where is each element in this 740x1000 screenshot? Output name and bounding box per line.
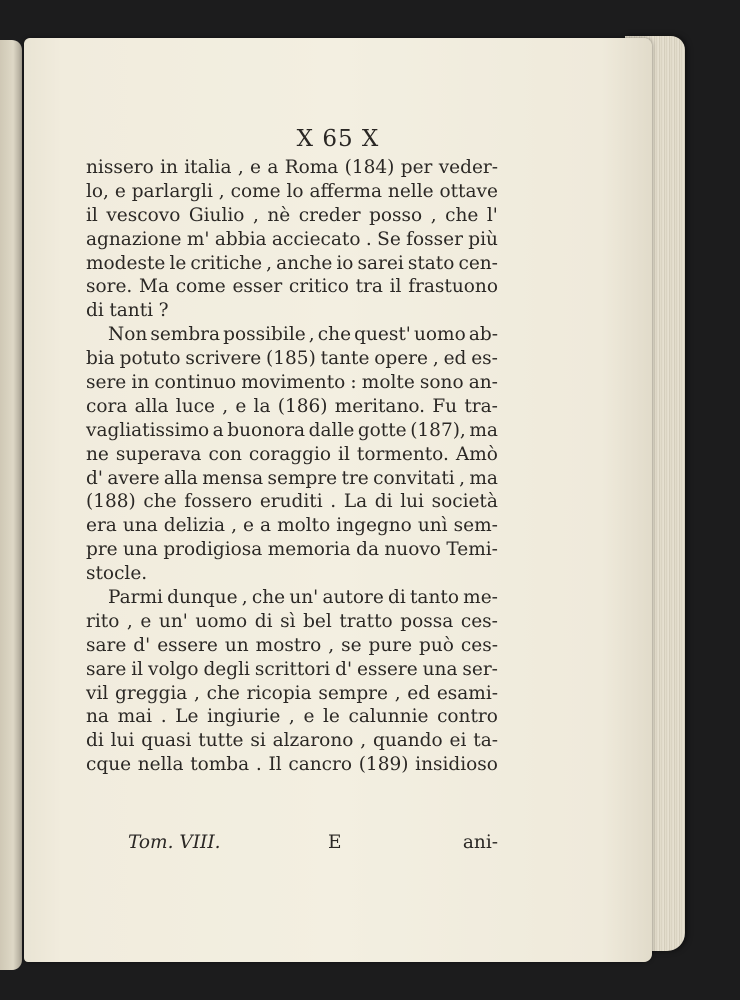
word: , [241, 587, 248, 609]
word: d' [335, 658, 353, 680]
word: ricopia [246, 682, 312, 704]
word: a [260, 515, 272, 537]
text-line [86, 252, 498, 276]
book-page [24, 38, 652, 962]
text-line [86, 682, 498, 706]
word: ces- [460, 634, 498, 656]
word: parlargli [131, 180, 213, 202]
text-line [86, 490, 498, 514]
word: critiche [190, 252, 263, 274]
word: scrittori [254, 658, 331, 680]
word: frastuono [408, 276, 498, 298]
word: era [86, 515, 117, 537]
word: La [343, 491, 368, 513]
word: un' [158, 610, 188, 632]
word: contro [437, 706, 498, 728]
word: Roma [284, 157, 339, 178]
word: può [419, 634, 454, 656]
gathering-letter: E [328, 832, 342, 853]
word: cen- [458, 252, 498, 274]
word: vil [86, 682, 109, 704]
word: (189) [358, 754, 409, 776]
text-line [86, 514, 498, 538]
word: Non [108, 324, 148, 346]
text-line [86, 228, 498, 252]
word: nelle [387, 180, 434, 202]
word: ne [86, 443, 109, 465]
word: , [308, 324, 315, 346]
word: e [114, 180, 126, 202]
word: pure [368, 634, 413, 656]
word: ma [469, 467, 498, 489]
text-line [86, 586, 498, 610]
word: molto [277, 515, 331, 537]
word: ser- [462, 658, 498, 680]
word: cque [86, 754, 132, 776]
word: ed [443, 348, 467, 370]
word: con [208, 443, 242, 465]
word: avere [107, 467, 160, 489]
word: movimento [241, 372, 346, 394]
word: (187), [410, 419, 466, 441]
word: ei [449, 730, 467, 752]
word: dalle [308, 419, 355, 441]
word: unì [417, 515, 448, 537]
word: , [218, 180, 225, 202]
page-header: X 65 X [296, 126, 380, 152]
word: un [224, 634, 249, 656]
word: le [323, 706, 340, 728]
word: ma [469, 419, 498, 441]
word: lui [110, 730, 135, 752]
word: la [253, 395, 271, 417]
word: , [194, 682, 200, 704]
word: e [140, 610, 152, 632]
word: esser [232, 276, 283, 298]
word: Se [377, 228, 401, 250]
word: vescovo [106, 204, 181, 226]
text-line [86, 299, 498, 323]
word: Parmi [108, 587, 163, 609]
word: per [400, 157, 433, 178]
word: come [230, 180, 281, 202]
word: tratto [339, 610, 393, 632]
word: posso [369, 204, 423, 226]
page-footer [86, 832, 498, 858]
word: memoria [267, 539, 351, 561]
word: sere [86, 372, 127, 394]
word: creder [298, 204, 361, 226]
word: sore. [86, 276, 133, 298]
word: potuto [119, 348, 181, 370]
word: uomo [195, 610, 248, 632]
word: opere [374, 348, 428, 370]
word: prodigiosa [163, 539, 263, 561]
word: alla [134, 395, 169, 417]
word: fosser [406, 228, 463, 250]
word: l' [486, 204, 498, 226]
word: Ma [139, 276, 170, 298]
word: dunque [167, 587, 238, 609]
left-page-edge [0, 40, 22, 970]
word: lo, [86, 180, 109, 202]
word: quasi [141, 730, 192, 752]
word: coraggio [248, 443, 332, 465]
word: io [336, 252, 354, 274]
word: pre [86, 539, 118, 561]
word: , [288, 706, 295, 728]
word: e [303, 706, 315, 728]
word: abbia [214, 228, 267, 250]
word: , [394, 682, 401, 704]
word: se [341, 634, 362, 656]
word: che [317, 324, 352, 346]
word: greggia [115, 682, 188, 704]
word: critico [288, 276, 349, 298]
word: , [432, 348, 439, 370]
word: possibile [223, 324, 306, 346]
word: mai [117, 706, 153, 728]
word: , [252, 204, 259, 226]
word: scrivere [185, 348, 262, 370]
word: sarei [357, 252, 404, 274]
word: bel [303, 610, 332, 632]
word: afferma [309, 180, 383, 202]
word: . [365, 228, 372, 250]
word: il [131, 658, 144, 680]
word: lui [400, 491, 424, 513]
word: che [445, 204, 479, 226]
text-line [86, 610, 498, 634]
word: esami- [436, 682, 498, 704]
word: na [86, 706, 109, 728]
word: ces- [460, 610, 498, 632]
word: continuo [154, 372, 237, 394]
text-line [86, 443, 498, 467]
word: essere [157, 634, 218, 656]
text-line [86, 562, 498, 586]
signature-mark: Tom. VIII. [128, 832, 221, 853]
word: stocle. [86, 563, 148, 585]
word: . [160, 706, 167, 728]
word: , [222, 395, 229, 417]
word: uomo [413, 324, 466, 346]
word: di [86, 300, 104, 322]
word: superava [115, 443, 202, 465]
text-line [86, 180, 498, 204]
word: essere [357, 658, 418, 680]
word: cora [86, 395, 128, 417]
word: vagliatissimo [86, 419, 210, 441]
word: fossero [184, 491, 253, 513]
word: tomba [190, 754, 250, 776]
word: ab- [468, 324, 498, 346]
text-line [86, 323, 498, 347]
word: quando [372, 730, 443, 752]
word: sempre [318, 682, 388, 704]
word: modeste [86, 252, 166, 274]
word: tutte [198, 730, 244, 752]
text-line [86, 204, 498, 228]
word: quest' [354, 324, 411, 346]
word: di [86, 730, 104, 752]
text-line [86, 729, 498, 753]
word: una [123, 539, 158, 561]
word: mostro [255, 634, 322, 656]
word: come [175, 276, 226, 298]
word: il [86, 204, 98, 226]
word: ingegno [336, 515, 412, 537]
word: , [266, 252, 273, 274]
text-line [86, 275, 498, 299]
word: Amò [455, 443, 498, 465]
word: sare [86, 658, 127, 680]
word: . [255, 754, 262, 776]
word: nella [137, 754, 184, 776]
word: Il [268, 754, 282, 776]
word: italia [184, 157, 232, 178]
word: in [160, 157, 178, 178]
word: (186) [277, 395, 328, 417]
text-line [86, 753, 498, 777]
word: (185) [266, 348, 316, 370]
word: , [328, 634, 335, 656]
word: il [389, 276, 402, 298]
word: convitati [373, 467, 455, 489]
word: tanto [410, 587, 459, 609]
word: , [459, 467, 465, 489]
word: Fu [432, 395, 458, 417]
word: acciecato [271, 228, 361, 250]
word: e [235, 395, 247, 417]
text-line [86, 634, 498, 658]
word: volgo [148, 658, 199, 680]
word: più [468, 228, 498, 250]
word: meritano. [334, 395, 426, 417]
word: ? [158, 300, 169, 322]
word: alla [163, 467, 198, 489]
word: es- [471, 348, 498, 370]
word: . [330, 491, 337, 513]
word: autore [322, 587, 384, 609]
word: tanti [109, 300, 154, 322]
word: me- [463, 587, 498, 609]
word: stato [407, 252, 455, 274]
word: , [231, 515, 237, 537]
word: : [350, 372, 357, 394]
word: e [250, 157, 261, 178]
word: ed [407, 682, 431, 704]
word: delizia [163, 515, 226, 537]
word: il [338, 443, 350, 465]
word: (184) [344, 157, 395, 178]
word: le [169, 252, 187, 274]
word: tra [355, 276, 383, 298]
word: tante [320, 348, 370, 370]
word: mensa [202, 467, 264, 489]
word: alzarono [272, 730, 354, 752]
word: tormento. [356, 443, 449, 465]
word: si [250, 730, 266, 752]
word: molte [361, 372, 415, 394]
text-block [86, 156, 498, 777]
word: rito [86, 610, 120, 632]
word: possa [400, 610, 454, 632]
word: buonora [227, 419, 306, 441]
word: (188) [86, 491, 136, 513]
word: società [431, 491, 498, 513]
word: luce [175, 395, 215, 417]
text-line [86, 705, 498, 729]
text-line [86, 347, 498, 371]
word: d' [133, 634, 151, 656]
word: una [422, 658, 458, 680]
text-line [86, 395, 498, 419]
text-line [86, 371, 498, 395]
word: lo [286, 180, 304, 202]
word: di [254, 610, 273, 632]
text-line [86, 538, 498, 562]
word: d' [86, 467, 103, 489]
word: sare [86, 634, 127, 656]
word: un' [289, 587, 319, 609]
word: di [374, 491, 393, 513]
word: , [360, 730, 367, 752]
word: , [237, 157, 244, 178]
word: a [267, 157, 279, 178]
word: ingiurie [207, 706, 281, 728]
word: nissero [86, 157, 154, 178]
text-line [86, 658, 498, 682]
word: veder- [438, 157, 498, 178]
word: ottave [439, 180, 498, 202]
word: an- [468, 372, 498, 394]
word: agnazione [86, 228, 182, 250]
word: e [243, 515, 254, 537]
text-line [86, 419, 498, 443]
word: nuovo [384, 539, 441, 561]
word: di [388, 587, 406, 609]
word: che [206, 682, 240, 704]
word: tra- [464, 395, 498, 417]
word: gotte [357, 419, 407, 441]
word: che [143, 491, 177, 513]
word: che [251, 587, 286, 609]
word: eruditi [259, 491, 323, 513]
word: a [212, 419, 224, 441]
word: ta- [473, 730, 498, 752]
word: sempre [267, 467, 338, 489]
word: bia [86, 348, 115, 370]
word: in [131, 372, 150, 394]
word: nè [267, 204, 291, 226]
word: insidioso [415, 754, 498, 776]
word: anche [276, 252, 333, 274]
word: sì [280, 610, 296, 632]
word: da [356, 539, 379, 561]
word: , [126, 610, 133, 632]
word: m' [186, 228, 210, 250]
word: Le [175, 706, 199, 728]
word: sono [419, 372, 464, 394]
word: calunnie [348, 706, 429, 728]
word: cancro [288, 754, 353, 776]
text-line [86, 467, 498, 491]
word: Giulio [188, 204, 245, 226]
word: tre [341, 467, 369, 489]
word: sembra [150, 324, 221, 346]
word: una [122, 515, 158, 537]
word: sem- [453, 515, 498, 537]
word: degli [203, 658, 250, 680]
word: Temi- [446, 539, 498, 561]
word: , [430, 204, 437, 226]
text-line [86, 156, 498, 180]
catchword: ani- [462, 832, 498, 853]
